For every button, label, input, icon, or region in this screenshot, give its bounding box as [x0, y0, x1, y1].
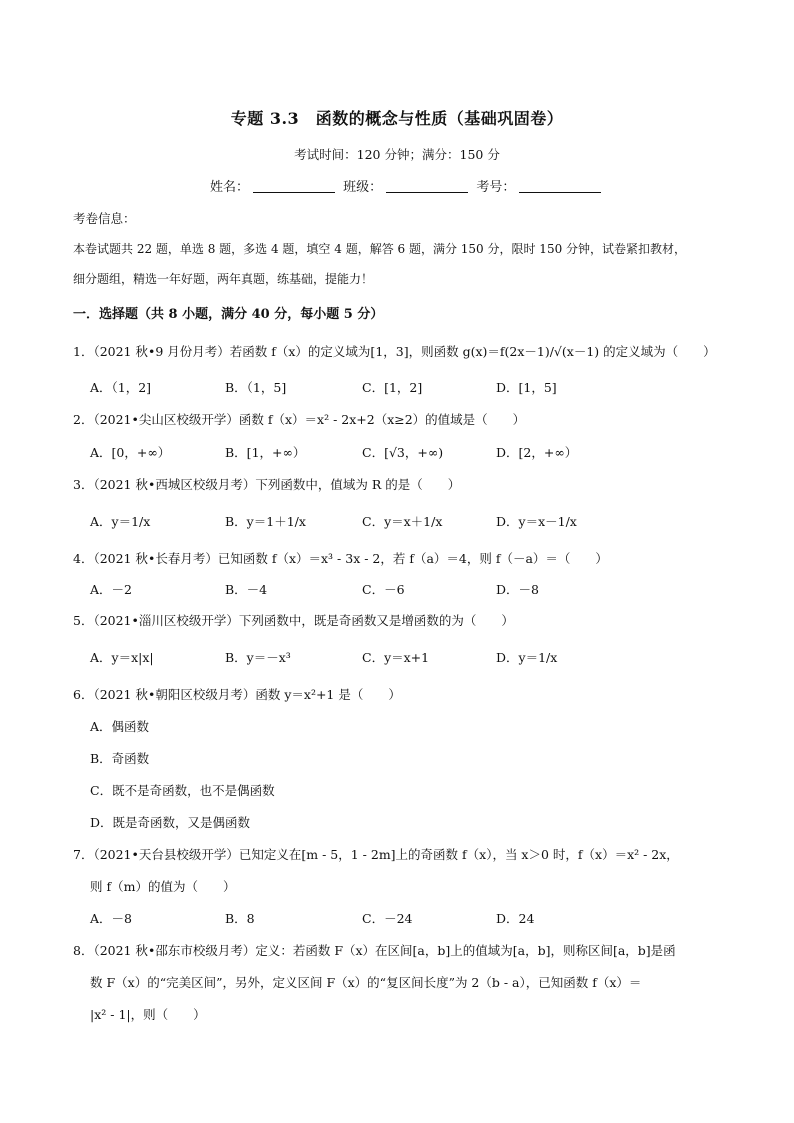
option-d: D．[2，+∞）	[496, 445, 578, 460]
option-c: C．－6	[362, 582, 405, 597]
option-c: C．[√3，+∞)	[362, 445, 444, 460]
option-a: A．y＝x|x|	[90, 650, 154, 665]
option-b: B．y＝－x³	[225, 650, 291, 665]
option-c: C．y＝x＋1/x	[362, 514, 443, 529]
option-d: D．y＝x－1/x	[496, 514, 577, 529]
option-c: C．y＝x+1	[362, 650, 430, 665]
option-c: C．[1，2]	[362, 380, 423, 395]
option-d: D．y＝1/x	[496, 650, 558, 665]
info-line-2: 细分题组，精选一年好题，两年真题，练基础，提能力！	[73, 272, 374, 286]
option-d: D．24	[496, 911, 535, 926]
option-b: B．y＝1＋1/x	[225, 514, 306, 529]
question-5-stem: 5．（2021•淄川区校级开学）下列函数中，既是奇函数又是增函数的为（ ）	[73, 613, 514, 628]
question-4-stem: 4．（2021 秋•长春月考）已知函数 f（x）＝x³ - 3x - 2，若 f（a）＝4，则 f（－a）＝（ ）	[73, 551, 608, 566]
page-title: 专题 3.3 函数的概念与性质（基础巩固卷）	[230, 109, 564, 128]
option-a: A．－2	[90, 582, 132, 597]
question-8-stem-cont: 数 F（x）的“完美区间”，另外，定义区间 F（x）的“复区间长度”为 2（b - a），已知函数 f（x）＝	[90, 975, 642, 990]
option-d: D．－8	[496, 582, 539, 597]
option-b: B．[1，+∞）	[225, 445, 306, 460]
option-a: A．y＝1/x	[90, 514, 151, 529]
question-8-stem: 8．（2021 秋•邵东市校级月考）定义：若函数 F（x）在区间[a，b]上的值域为[a，b]，则称区间[a，b]是函	[73, 943, 676, 958]
option-d: D．[1，5]	[496, 380, 557, 395]
name-label: 姓名：	[210, 180, 250, 195]
option-b: B．8	[225, 911, 255, 926]
number-blank	[519, 192, 601, 193]
student-info-row	[210, 176, 605, 195]
question-3-stem: 3．（2021 秋•西城区校级月考）下列函数中，值域为 R 的是（ ）	[73, 477, 461, 492]
section-heading: 一．选择题（共 8 小题，满分 40 分，每小题 5 分）	[73, 307, 384, 322]
class-label: 班级：	[343, 180, 383, 195]
option-b: B．－4	[225, 582, 268, 597]
question-7-stem: 7．（2021•天台县校级开学）已知定义在[m - 5，1 - 2m]上的奇函数 f（x），当 x＞0 时，f（x）＝x² - 2x，	[73, 847, 679, 862]
question-7-stem-cont: 则 f（m）的值为（ ）	[90, 879, 236, 894]
question-6-option-d: D．既是奇函数，又是偶函数	[90, 815, 251, 830]
question-6-option-c: C．既不是奇函数，也不是偶函数	[90, 783, 275, 798]
option-b: B．（1，5]	[225, 380, 287, 395]
question-6-option-b: B．奇函数	[90, 751, 150, 766]
question-1-stem: 1．（2021 秋•9 月份月考）若函数 f（x）的定义域为[1，3]，则函数 g(x)＝f(2x－1)/√(x－1) 的定义域为（ ）	[73, 344, 716, 359]
class-blank	[386, 192, 468, 193]
number-label: 考号：	[476, 180, 516, 195]
question-2-stem: 2．（2021•尖山区校级开学）函数 f（x）＝x² - 2x+2（x≥2）的值域是（ ）	[73, 412, 526, 427]
name-blank	[253, 192, 335, 193]
question-6-stem: 6．（2021 秋•朝阳区校级月考）函数 y＝x²+1 是（ ）	[73, 687, 401, 702]
option-a: A．[0，+∞）	[90, 445, 171, 460]
exam-subtitle: 考试时间：120 分钟；满分：150 分	[294, 147, 500, 162]
question-8-stem-cont-2: |x² - 1|，则（ ）	[90, 1007, 206, 1022]
question-6-option-a: A．偶函数	[90, 719, 150, 734]
option-c: C．－24	[362, 911, 413, 926]
option-a: A．（1，2]	[90, 380, 152, 395]
info-heading: 考卷信息：	[73, 211, 136, 226]
option-a: A．－8	[90, 911, 132, 926]
info-line-1: 本卷试题共 22 题，单选 8 题，多选 4 题，填空 4 题，解答 6 题，满分 150 分，限时 150 分钟，试卷紧扣教材，	[73, 242, 687, 256]
